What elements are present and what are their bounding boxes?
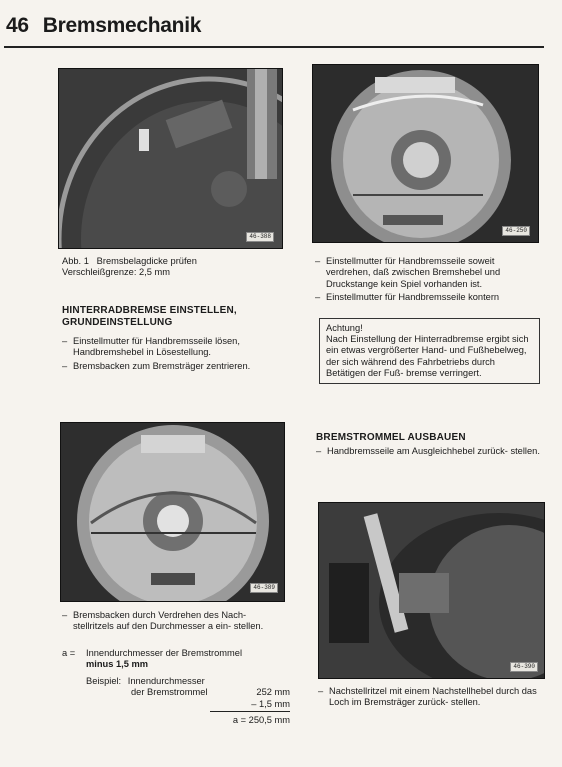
minus-value: – 1,5 mm <box>251 698 290 709</box>
figure-caption <box>62 256 292 279</box>
note-title: Achtung! <box>326 323 363 333</box>
drum-bullets <box>316 446 542 459</box>
figure-brake-shoes <box>60 422 285 602</box>
figure-tag: 46-388 <box>246 232 274 242</box>
figure-brake-lining-check <box>58 68 283 249</box>
brake-shoes-photo <box>61 423 284 601</box>
figure-tag: 46-250 <box>502 226 530 236</box>
list-item: – Einstellmutter für Handbremsseile lösen, Handbremshebel in Lösestellung. <box>62 336 287 359</box>
page-title: Bremsmechanik <box>42 14 202 37</box>
calc-underline <box>210 711 290 712</box>
list-item: – Einstellmutter für Handbremsseile soweit verdrehen, daß zwischen Bremshebel und Druckstange kein Spiel vorhanden ist. <box>315 256 541 290</box>
adjuster-photo <box>319 503 544 678</box>
lower-right-bullet <box>318 686 544 711</box>
page-header <box>6 14 201 38</box>
list-item: – Einstellmutter für Handbremsseile kontern <box>315 292 541 303</box>
adjust-bullets <box>62 336 287 374</box>
example-label: Beispiel: <box>86 676 122 686</box>
list-item: – Bremsbacken durch Verdrehen des Nach- stellritzels auf den Durchmesser a ein- stellen. <box>62 610 287 633</box>
warning-note <box>319 318 540 384</box>
figure-tag: 46-389 <box>250 583 278 593</box>
list-item: – Bremsbacken zum Bremsträger zentrieren. <box>62 361 287 372</box>
section-heading-drum: BREMSTROMMEL AUSBAUEN <box>316 432 466 443</box>
calc-example <box>86 676 290 727</box>
example-value: 252 mm <box>256 687 290 698</box>
definition-a <box>62 648 287 671</box>
result <box>233 715 290 726</box>
example-line1: Innendurchmesser <box>127 676 205 686</box>
a-label: a = <box>62 648 76 658</box>
figure-handbrake-adjust <box>312 64 539 243</box>
list-item: – Handbremsseile am Ausgleichhebel zurück- stellen. <box>316 446 542 457</box>
result-value: 250,5 mm <box>248 715 290 726</box>
a-text: Innendurchmesser der Bremstrommel <box>86 648 243 658</box>
example-line2: der Bremstrommel <box>131 687 208 698</box>
brake-lining-photo <box>59 69 282 248</box>
right-top-bullets <box>315 256 541 306</box>
wear-limit: Verschleißgrenze: 2,5 mm <box>62 267 170 278</box>
a-minus: minus 1,5 mm <box>86 659 149 670</box>
result-label: a = <box>232 715 247 726</box>
note-text: Nach Einstellung der Hinterradbremse ergibt sich ein etwas vergrößerter Hand- und Fußhebelweg, der sich während des Fahrbetriebs durch Betätigen der Fuß- bremse verringert. <box>326 334 529 378</box>
caption-label: Abb. 1 <box>62 256 89 266</box>
lower-left-bullet <box>62 610 287 635</box>
header-rule <box>4 46 544 48</box>
heading-line: GRUNDEINSTELLUNG <box>62 316 173 328</box>
handbrake-photo <box>313 65 538 242</box>
section-heading-adjust <box>62 305 302 328</box>
list-item: – Nachstellritzel mit einem Nachstellhebel durch das Loch im Bremsträger zurück- stellen. <box>318 686 544 709</box>
page-number: 46 <box>6 14 29 37</box>
heading-line: HINTERRADBREMSE EINSTELLEN, <box>62 305 237 316</box>
caption-text: Bremsbelagdicke prüfen <box>96 256 197 266</box>
figure-adjuster <box>318 502 545 679</box>
figure-tag: 46-390 <box>510 662 538 672</box>
